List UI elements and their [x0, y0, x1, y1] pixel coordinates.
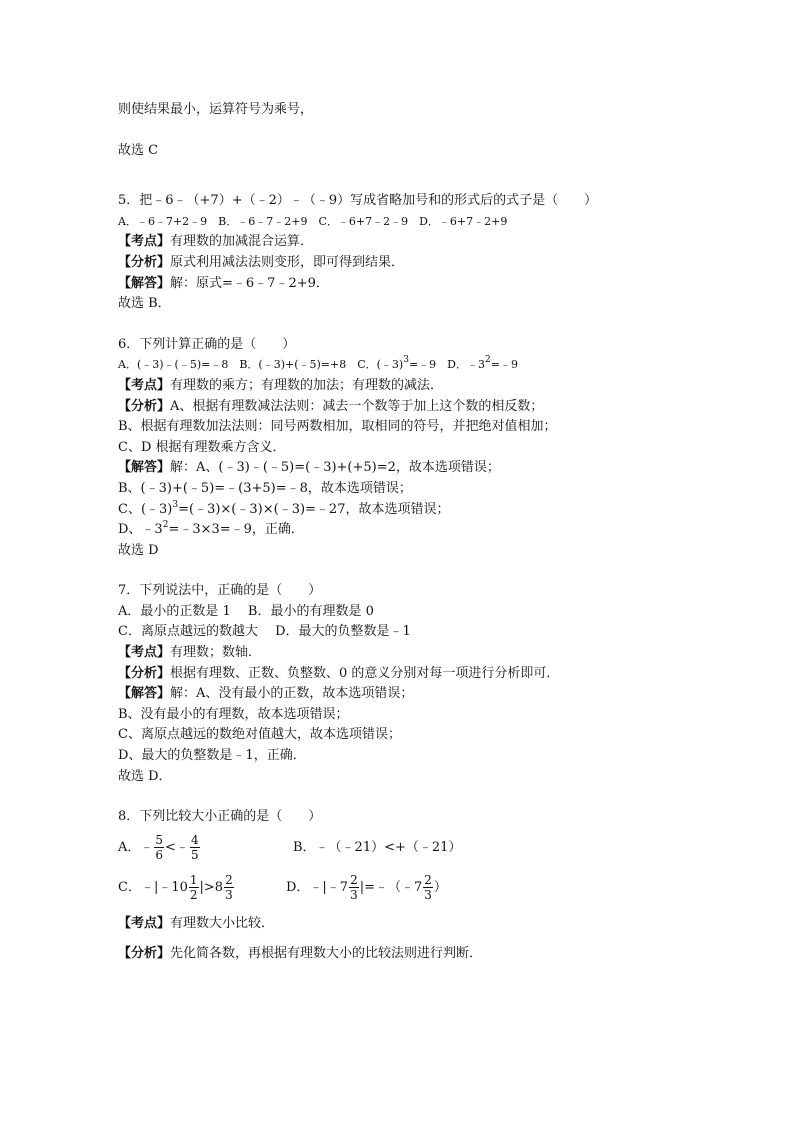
fraction	[189, 873, 199, 902]
numerator: 1	[189, 873, 198, 888]
jieda-d-rest: =﹣3×3=﹣9，正确．	[168, 522, 304, 538]
fenxi-tag: 【分析】	[118, 398, 171, 414]
q8-d-end: ）	[433, 879, 447, 895]
jieda-c-rest: =(﹣3)×(﹣3)×(﹣3)=﹣27，故本选项错误；	[178, 501, 450, 517]
kaodian-text: 有理数；数轴．	[170, 645, 262, 661]
q7-kaodian	[118, 643, 678, 664]
fenxi-text: A、根据有理数减法法则：减去一个数等于加上这个数的相反数；	[170, 398, 544, 414]
q8-option-a	[118, 833, 293, 862]
q6-fenxi	[118, 397, 678, 418]
denominator: 3	[350, 888, 358, 903]
q7-jieda-b: B、没有最小的有理数，故本选项错误；	[118, 706, 349, 722]
q5-options: A．﹣6﹣7+2﹣9 B．﹣6﹣7﹣2+9 C．﹣6+7﹣2﹣9 D．﹣6+7﹣2+9	[118, 214, 508, 228]
q6-answer: 故选 D	[118, 542, 159, 558]
kaodian-text: 有理数大小比较．	[170, 915, 275, 931]
kaodian-tag: 【考点】	[118, 915, 171, 931]
kaodian-text: 有理数的乘方；有理数的加法；有理数的减法．	[170, 377, 444, 393]
jieda-c-exponent: 3	[172, 499, 179, 510]
q8-d-mid: |=﹣（﹣7	[359, 879, 423, 895]
q6-options	[118, 355, 678, 376]
numerator: 4	[190, 833, 199, 848]
q6-d-exponent: 2	[485, 355, 491, 366]
document-page	[118, 100, 678, 965]
q5-fenxi	[118, 253, 678, 274]
q6-fenxi-cd: C、D 根据有理数乘方含义．	[118, 439, 286, 455]
fenxi-tag: 【分析】	[118, 665, 171, 681]
q6-jieda-d	[118, 520, 678, 541]
q6-c-exponent: 3	[403, 355, 409, 366]
kaodian-tag: 【考点】	[118, 234, 171, 250]
q6-jieda	[118, 458, 678, 479]
q7-jieda	[118, 684, 678, 705]
q8-kaodian	[118, 914, 678, 935]
fenxi-tag: 【分析】	[118, 254, 171, 270]
q7-options-ab: A．最小的正数是 1 B．最小的有理数是 0	[118, 603, 374, 619]
fraction	[154, 833, 164, 862]
fenxi-text: 原式利用减法法则变形，即可得到结果．	[170, 254, 405, 270]
q6-jieda-b: B、(﹣3)+(﹣5)=﹣(3+5)=﹣8，故本选项错误；	[118, 480, 412, 496]
q8-options-cd	[118, 868, 678, 908]
denominator: 2	[189, 888, 198, 903]
q5-answer: 故选 B．	[118, 296, 171, 312]
jieda-text: 解：A、没有最小的正数，故本选项错误；	[170, 686, 414, 702]
denominator: 3	[225, 888, 233, 903]
jieda-d-exponent: 2	[162, 520, 169, 531]
jieda-text: 解：原式=﹣6﹣7﹣2+9．	[170, 275, 329, 291]
numerator: 2	[350, 873, 358, 888]
q7-jieda-d: D、最大的负整数是﹣1，正确．	[118, 748, 306, 764]
jieda-tag: 【解答】	[118, 275, 171, 291]
jieda-c-pre: C、(﹣3)	[118, 501, 173, 517]
numerator: 2	[424, 873, 432, 888]
kaodian-text: 有理数的加减混合运算．	[170, 234, 314, 250]
q5-stem: 5．把﹣6﹣（+7）+（﹣2）﹣（﹣9）写成省略加号和的形式后的式子是（ ）	[118, 193, 598, 209]
intro-answer: 故选 C	[118, 142, 159, 158]
fraction	[423, 873, 433, 902]
q6-kaodian	[118, 376, 678, 397]
q8-c-label: C．﹣|﹣10	[118, 879, 188, 895]
q6-fenxi-b: B、根据有理数加法法则：同号两数相加，取相同的符号，并把绝对值相加；	[118, 419, 557, 435]
q7-jieda-c: C、离原点越远的数绝对值越大，故本选项错误；	[118, 727, 401, 743]
jieda-d-pre: D、﹣3	[118, 522, 163, 538]
q7-answer: 故选 D．	[118, 768, 172, 784]
denominator: 6	[155, 848, 164, 863]
q8-options-ab	[118, 828, 678, 868]
q6-jieda-c	[118, 500, 678, 521]
q8-d-label: D．﹣|﹣7	[286, 879, 349, 895]
intro-line: 则使结果最小，运算符号为乘号，	[118, 102, 314, 117]
fraction	[190, 833, 200, 862]
q8-fenxi	[118, 944, 678, 965]
jieda-text: 解：A、(﹣3)﹣(﹣5)=(﹣3)+(+5)=2，故本选项错误；	[170, 460, 500, 476]
q8-stem: 8．下列比较大小正确的是（ ）	[118, 809, 322, 825]
fraction	[349, 873, 359, 902]
kaodian-tag: 【考点】	[118, 645, 171, 661]
jieda-tag: 【解答】	[118, 686, 171, 702]
q8-option-d	[286, 873, 447, 902]
q7-fenxi	[118, 664, 678, 685]
jieda-tag: 【解答】	[118, 460, 171, 476]
denominator: 5	[190, 848, 199, 863]
q8-c-mid: |>8	[199, 879, 224, 895]
denominator: 3	[424, 888, 432, 903]
q6-options-d-rest: =﹣9	[490, 358, 518, 372]
numerator: 2	[225, 873, 233, 888]
fenxi-tag: 【分析】	[118, 946, 171, 962]
numerator: 5	[155, 833, 164, 848]
q7-stem: 7．下列说法中，正确的是（ ）	[118, 583, 322, 599]
q8-a-label: A．﹣	[118, 839, 154, 855]
fenxi-text: 根据有理数、正数、负整数、0 的意义分别对每一项进行分析即可．	[170, 665, 560, 681]
q5-jieda	[118, 274, 678, 295]
q5-kaodian	[118, 232, 678, 253]
fenxi-text: 先化简各数，再根据有理数大小的比较法则进行判断．	[170, 946, 483, 962]
q8-option-b: B．﹣（﹣21）<+（﹣21）	[293, 839, 462, 855]
fraction	[224, 873, 234, 902]
q6-stem: 6．下列计算正确的是（ ）	[118, 336, 296, 352]
q7-options-cd: C．离原点越远的数越大 D．最大的负整数是﹣1	[118, 624, 411, 640]
kaodian-tag: 【考点】	[118, 377, 171, 393]
q6-options-c-rest: =﹣9 D．﹣3	[408, 358, 485, 372]
q8-a-mid: <﹣	[165, 839, 189, 855]
q6-options-text: A．(﹣3)﹣(﹣5)=﹣8 B．(﹣3)+(﹣5)=+8 C．(﹣3)	[118, 358, 404, 372]
q8-option-c	[118, 873, 286, 902]
